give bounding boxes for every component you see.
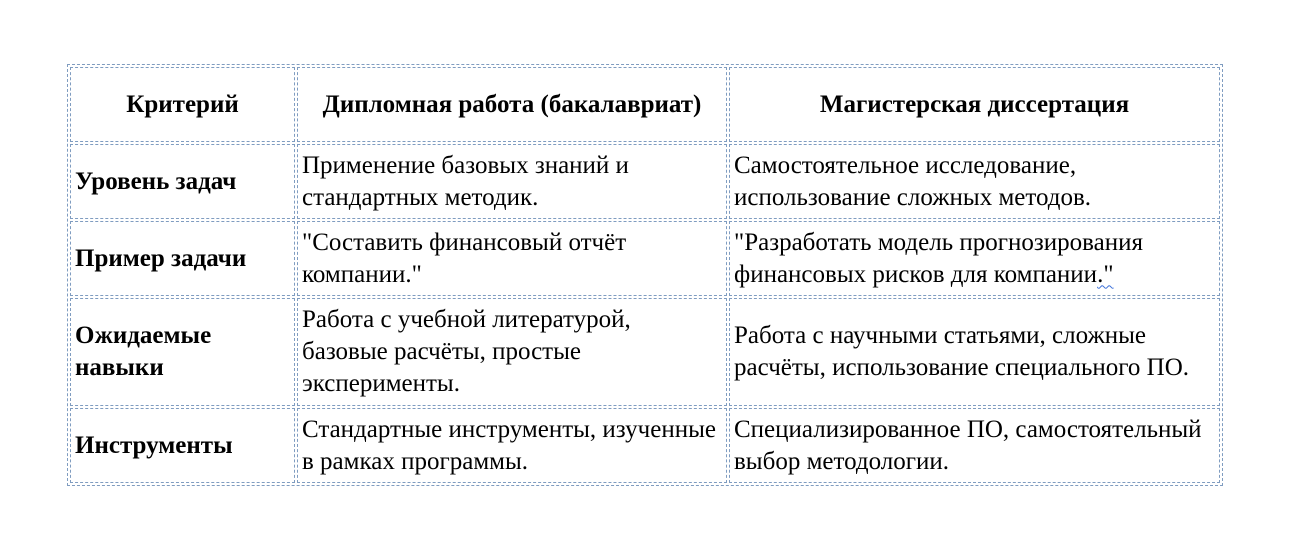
bachelor-cell: "Составить финансовый отчёт компании." (297, 221, 727, 296)
header-master: Магистерская диссертация (729, 67, 1220, 142)
spellcheck-marked-text: ." (1097, 260, 1114, 288)
bachelor-cell: Стандартные инструменты, изученные в рамках программы. (297, 408, 727, 483)
row-label-expected-skills: Ожидаемые навыки (70, 298, 295, 406)
row-label-task-level: Уровень задач (70, 144, 295, 219)
table-row (70, 408, 1220, 483)
table-row (70, 221, 1220, 296)
row-label-tools: Инструменты (70, 408, 295, 483)
master-cell: Специализированное ПО, самостоятельный выбор методологии. (729, 408, 1220, 483)
bachelor-cell: Работа с учебной литературой, базовые расчёты, простые эксперименты. (297, 298, 727, 406)
master-cell-text: "Разработать модель прогнозирования финансовых рисков для компании (734, 228, 1143, 288)
table-header-row (70, 67, 1220, 142)
row-label-task-example: Пример задачи (70, 221, 295, 296)
table-row (70, 298, 1220, 406)
bachelor-cell: Применение базовых знаний и стандартных методик. (297, 144, 727, 219)
master-cell: Работа с научными статьями, сложные расчёты, использование специального ПО. (729, 298, 1220, 406)
header-criterion: Критерий (70, 67, 295, 142)
header-bachelor: Дипломная работа (бакалавриат) (297, 67, 727, 142)
master-cell: Самостоятельное исследование, использование сложных методов. (729, 144, 1220, 219)
comparison-table (67, 64, 1223, 486)
table-row (70, 144, 1220, 219)
master-cell (729, 221, 1220, 296)
